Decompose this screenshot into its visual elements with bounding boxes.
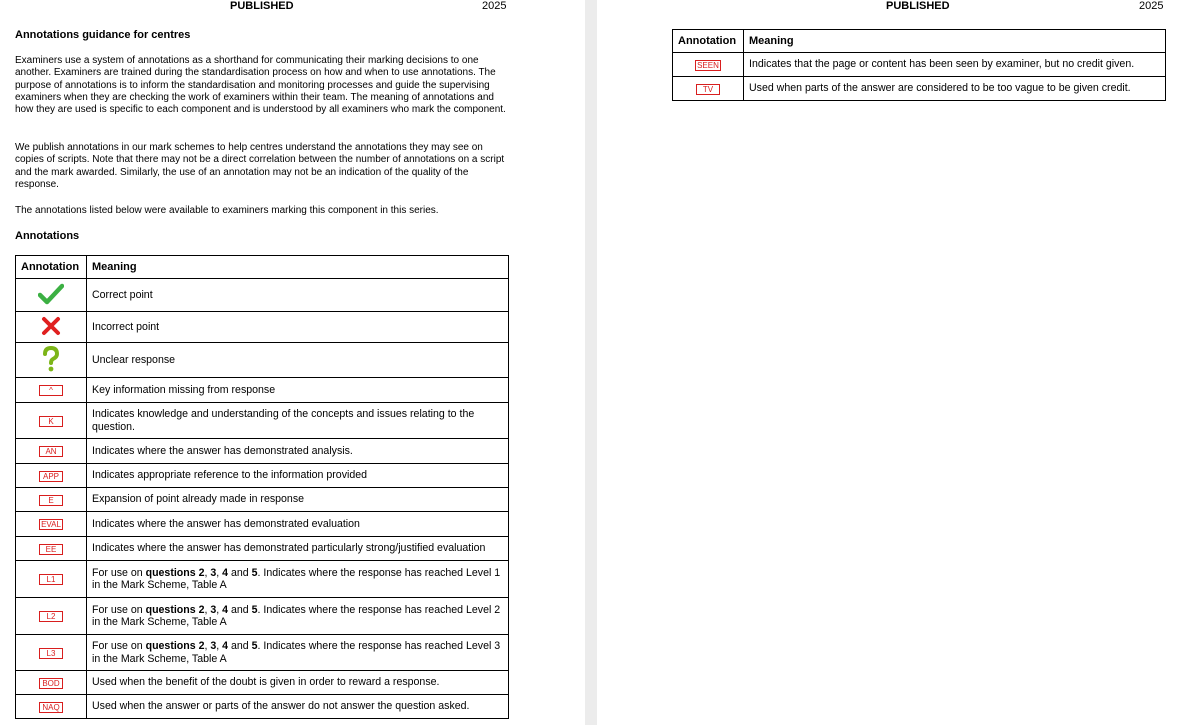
table-header-row (673, 30, 1166, 53)
col-annotation-header: Annotation (16, 256, 87, 279)
meaning-cell: Unclear response (87, 343, 509, 378)
cross-icon (16, 312, 87, 343)
table-row (16, 695, 509, 719)
ee-icon: EE (39, 544, 63, 555)
meaning-cell: Incorrect point (87, 312, 509, 343)
an-icon: AN (39, 446, 63, 457)
meaning-cell: Used when the benefit of the doubt is given in order to reward a response. (87, 671, 509, 695)
header-published: PUBLISHED (230, 0, 294, 12)
table-row (16, 488, 509, 512)
table-row (16, 403, 509, 439)
paragraph-3: The annotations listed below were available to examiners marking this component in this series. (15, 205, 439, 216)
l1-icon: L1 (39, 574, 63, 585)
meaning-cell: Expansion of point already made in response (87, 488, 509, 512)
meaning-cell: Correct point (87, 279, 509, 312)
header-published: PUBLISHED (886, 0, 950, 12)
table-row (16, 598, 509, 635)
tv-icon: TV (696, 84, 720, 95)
tick-icon (16, 279, 87, 312)
col-meaning-header: Meaning (744, 30, 1166, 53)
annotations-subheading: Annotations (15, 230, 80, 242)
table-header-row (16, 256, 509, 279)
meaning-cell: Indicates where the answer has demonstrated evaluation (87, 512, 509, 537)
meaning-cell: Indicates that the page or content has been seen by examiner, but no credit given. (744, 53, 1166, 77)
meaning-cell: Indicates appropriate reference to the information provided (87, 464, 509, 488)
table-row (16, 537, 509, 561)
table-row (16, 671, 509, 695)
seen-icon: SEEN (697, 60, 719, 70)
meaning-cell: Indicates where the answer has demonstrated particularly strong/justified evaluation (87, 537, 509, 561)
l2-icon: L2 (39, 611, 63, 622)
table-row (16, 378, 509, 403)
l3-icon: L3 (39, 648, 63, 659)
meaning-cell: For use on questions 2, 3, 4 and 5. Indicates where the response has reached Level 2 in the Mark Scheme, Table A (87, 598, 509, 635)
meaning-cell: Used when parts of the answer are considered to be too vague to be given credit. (744, 77, 1166, 101)
annotations-table-continued (672, 29, 1166, 101)
e-icon: E (39, 495, 63, 506)
page-title: Annotations guidance for centres (15, 29, 191, 41)
meaning-cell: Key information missing from response (87, 378, 509, 403)
k-icon: K (39, 416, 63, 427)
right-page (597, 0, 1181, 725)
header-year: 2025 (1139, 0, 1164, 12)
table-row (673, 77, 1166, 101)
table-row (673, 53, 1166, 77)
paragraph-2: We publish annotations in our mark schemes to help centres understand the annotations they may see on copies of scripts. Note that there may not be a direct correlation between the number of annotations on a script and the mark awarded. Similarly, the use of an annotation may not be an indication of the quality of the response. (15, 142, 505, 190)
col-meaning-header: Meaning (87, 256, 509, 279)
caret-icon: ^ (39, 385, 63, 396)
table-row (16, 561, 509, 598)
app-icon: APP (39, 471, 63, 482)
table-row (16, 464, 509, 488)
table-row (16, 635, 509, 671)
question-mark-icon (16, 343, 87, 378)
table-row (16, 512, 509, 537)
meaning-cell: Indicates knowledge and understanding of the concepts and issues relating to the question. (87, 403, 509, 439)
table-row (16, 312, 509, 343)
meaning-cell: Used when the answer or parts of the answer do not answer the question asked. (87, 695, 509, 719)
table-row (16, 279, 509, 312)
paragraph-1: Examiners use a system of annotations as a shorthand for communicating their marking decisions to one another. Examiners are trained during the standardisation process on how and when to use annotations. The purpose of annotations is to inform the standardisation and monitoring processes and guide the supervising examiners when they are checking the work of examiners within their team. The meaning of annotations and how they are used is specific to each component and is understood by all examiners who mark the component. (15, 55, 506, 116)
table-row (16, 343, 509, 378)
naq-icon: NAQ (39, 702, 63, 713)
annotations-table (15, 255, 509, 719)
meaning-cell: For use on questions 2, 3, 4 and 5. Indicates where the response has reached Level 3 in the Mark Scheme, Table A (87, 635, 509, 671)
eval-icon: EVAL (39, 519, 63, 530)
header-year: 2025 (482, 0, 507, 12)
left-page (0, 0, 585, 725)
meaning-cell: For use on questions 2, 3, 4 and 5. Indicates where the response has reached Level 1 in the Mark Scheme, Table A (87, 561, 509, 598)
col-annotation-header: Annotation (673, 30, 744, 53)
bod-icon: BOD (39, 678, 63, 689)
meaning-cell: Indicates where the answer has demonstrated analysis. (87, 439, 509, 464)
table-row (16, 439, 509, 464)
